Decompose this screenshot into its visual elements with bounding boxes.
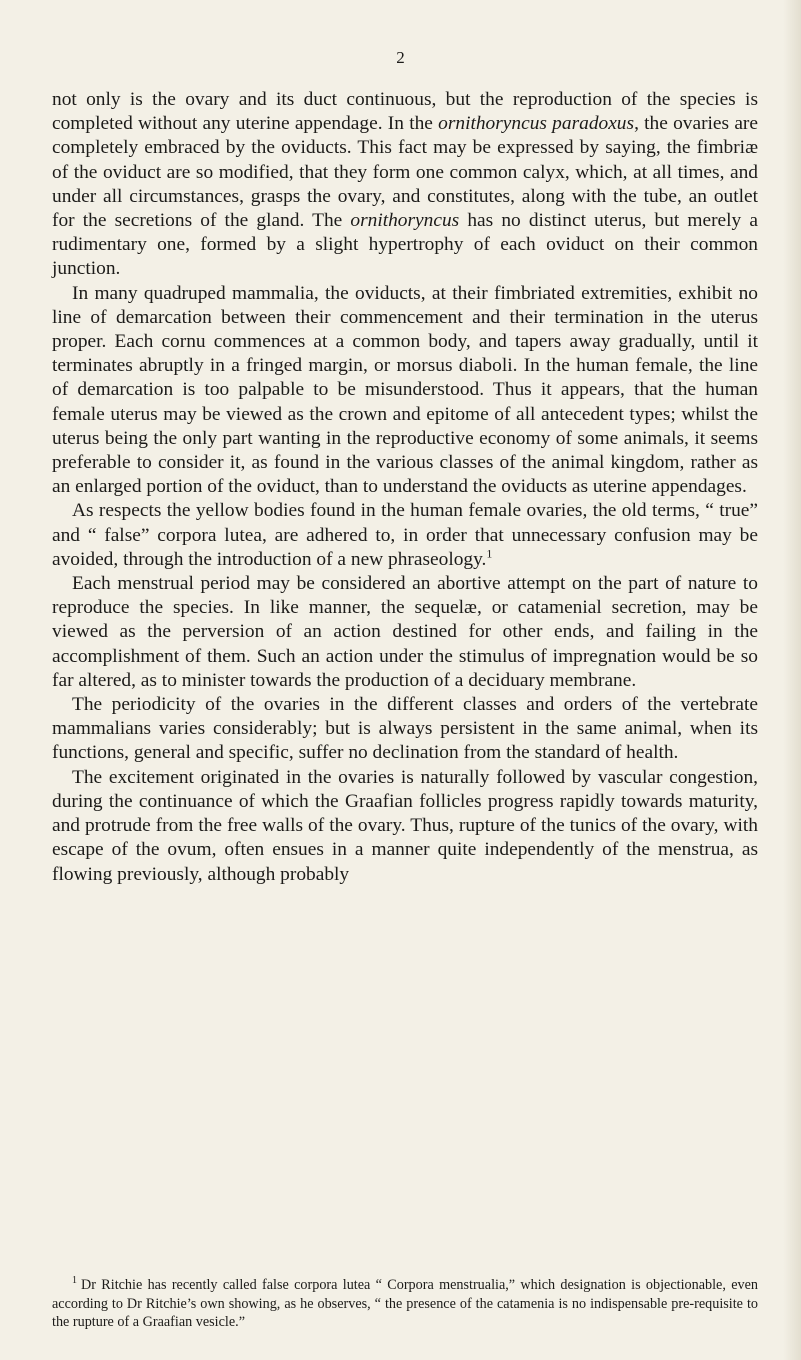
footnote-mark: 1 [72,1275,77,1287]
paragraph-6 [52,766,758,887]
paragraph-4 [52,572,758,693]
paragraph-1 [52,88,758,282]
paragraph-text: The periodicity of the ovaries in the different classes and orders of the vertebrate mammalians varies considerably; but is always persistent in the same animal, when its functions, general and specific, suffer no declination from the standard of health. [52,694,758,764]
footnotes [52,1276,758,1332]
paragraph-text: The excitement originated in the ovaries is naturally followed by vascular congestion, during the continuance of which the Graafian follicles progress rapidly towards maturity, and protrude from the free walls of the ovary. Thus, rupture of the tunics of the ovary, with escape of the ovum, often ensues in a manner quite independently of the menstrua, as flowing previously, although probably [52,766,758,885]
paragraph-text: In many quadruped mammalia, the oviducts, at their fimbriated extremities, exhibit no line of demarcation between their commencement and their termination in the uterus proper. Each cornu commences at a common body, and tapers away gradually, until it terminates abruptly in a fringed margin, or morsus diaboli. In the human female, the line of demarcation is too palpable to be misunderstood. Thus it appears, that the human female uterus may be viewed as the crown and epitome of all antecedent types; whilst the uterus being the only part wanting in the reproductive economy of some animals, it seems preferable to consider it, as found in the various classes of the animal kingdom, rather as an enlarged portion of the oviduct, than to understand the oviducts as uterine appendages. [52,282,758,498]
paragraph-5 [52,693,758,766]
footnote-1 [52,1276,758,1332]
paragraph-text: not only is the ovary and its duct continuous, but the reproduction of the species is completed without any uterine appendage. In the [52,89,758,135]
footnote-text: Dr Ritchie has recently called false corpora lutea “ Corpora menstrualia,” which designation is objectionable, even according to Dr Ritchie’s own showing, as he observes, “ the presence of the catamenia is no indispensable pre-requisite to the rupture of a Graafian vesicle.” [52,1277,758,1330]
paragraph-text: has no distinct uterus, but merely a rudimentary one, formed by a slight hypertrophy of each oviduct on their common junction. [52,210,758,280]
paragraph-2 [52,282,758,500]
species-name-italic: ornithoryncus paradoxus [438,113,635,135]
paragraph-text: Each menstrual period may be considered an abortive attempt on the part of nature to reproduce the species. In like manner, the sequelæ, or catamenial secretion, may be viewed as the perversion of an action destined for other ends, and failing in the accomplishment of them. Such an action under the stimulus of impregnation would be so far altered, as to minister towards the production of a deciduary membrane. [52,573,758,691]
body-text [52,88,758,887]
paragraph-text: As respects the yellow bodies found in the human female ovaries, the old terms, “ true” and “ false” corpora lutea, are adhered to, in order that unnecessary confusion may be avoided, through the introduction of a new phraseology. [52,500,758,570]
page-edge-shadow [783,0,801,1360]
paragraph-3 [52,499,758,572]
paragraph-text: , the ovaries are completely embraced by the oviducts. This fact may be expressed by saying, the fimbriæ of the oviduct are so modified, that they form one common calyx, which, at all times, and under all circumstances, grasps the ovary, and constitutes, along with the tube, an outlet for the secretions of the gland. The [52,113,758,232]
footnote-reference: 1 [486,546,493,561]
species-name-italic: ornithoryncus [350,210,460,232]
page-number: 2 [396,48,405,67]
